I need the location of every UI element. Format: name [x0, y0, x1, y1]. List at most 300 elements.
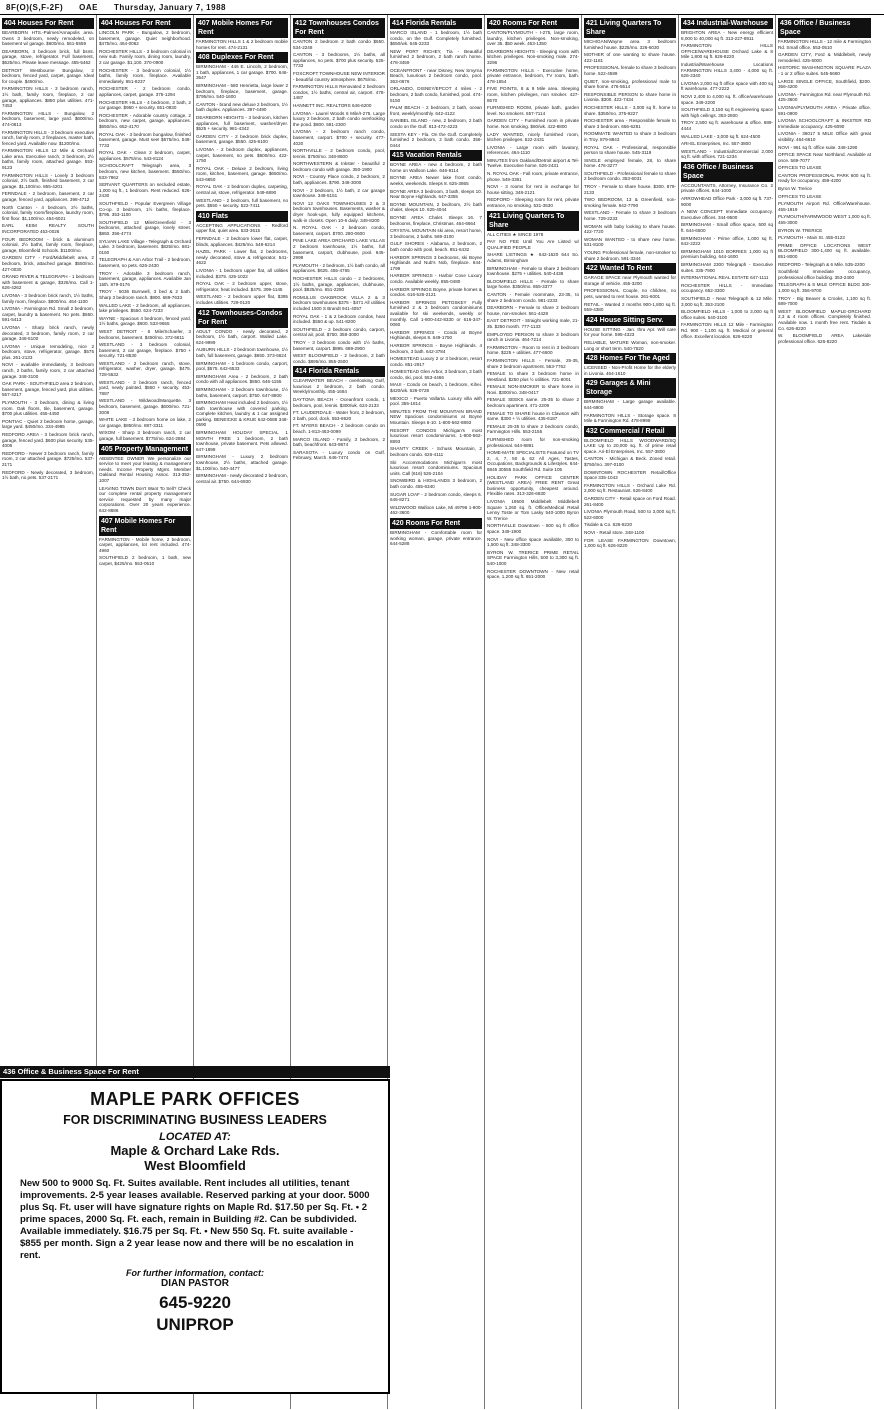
classified-ad: REDFORD AREA - 3 bedroom brick ranch, garage, fenced yard. $600 plus security. 535-4006	[2, 432, 94, 449]
classified-ad: SOUTHFIELD 2 bedroom, 1 bath, new carpet, $425/mo. 553-0510	[99, 555, 191, 566]
classified-ad: TROY 2,500 sq ft. warehouse & office. 689-4444	[681, 120, 773, 131]
classified-ad: BIRMINGHAM Heat included 2 bedroom, 1½ bath townhouse with covered parking. Complete kitchen, laundry & 1 car assigned parking. BENEICKE & KRUE 642-0688 348-0590	[196, 400, 288, 428]
classified-ad: SOUTHFIELD - 2 bedroom condo, carport, central air, pool. $750. 358-3000	[293, 326, 385, 338]
classified-ad: ROYAL OAK - Deluxe 2 bedroom, living room, kitchen, basement, garage. $650/mo. 543-6650	[196, 165, 288, 182]
classified-ad: HISTORIC WASHINGTON SQUARE PLAZA - 1 or 2 office suites. 545-5680	[778, 65, 871, 76]
classified-ad: BIRMINGHAM - 580 Henrietta, large lower 2 bedroom, fireplace, basement, garage. $795/mo. 540-1600	[196, 82, 288, 100]
classified-ad: LIVONIA SCHOOLCRAFT & INKSTER RD Immediate occupancy. 425-6090	[778, 118, 871, 129]
classified-ad: NOVI 2,400 to 4,000 sq. ft. office/warehouse space. 349-2200	[681, 93, 773, 105]
column-7	[582, 15, 679, 1409]
classified-ad: LIVONIA - 1 bedroom upper flat, all utilities included. $375. 425-1022	[196, 268, 288, 279]
classified-ad: TROY - 3 bedroom condo with 1½ baths, basement, carport. $895. 689-2900	[293, 339, 385, 351]
classified-ad: ROYAL OAK - 3 bedroom bungalow, finished basement, garage. Must see! $675/mo. 548-7733	[99, 131, 191, 148]
column-6	[485, 15, 582, 1409]
classified-ad: FURNISHED ROOM, private bath, garden level. No smokers. 557-7114	[487, 105, 579, 116]
classified-ad: NOVI - 961 sq ft. office suite. 348-1290	[778, 144, 858, 150]
classified-ad: BIRMINGHAM - newly decorated 2 bedroom, central air. $750. 644-6930	[196, 473, 288, 484]
classified-ad: WALLED LAKE - 2 bedroom, all appliances, lake privileges. $550. 624-7233	[99, 302, 191, 314]
classified-ad: MARCO ISLAND - 1 bedroom, 1½ bath condo, on the Gulf. Completely furnished. $650/wk. 645-2233	[390, 30, 482, 47]
classified-ad: ROCHESTER - 3 bedroom colonial, 1½ baths, family room, fireplace. Available immediately. 651-8237	[99, 67, 191, 84]
classified-ad: TROY - Female to share house. $300. 879-2133	[584, 184, 676, 195]
section-heading: 422 Wanted To Rent	[584, 263, 676, 274]
classified-ad: LIVONIA - Unique remodeling, nice 2 bedroom, stove, refrigerator, garage. $575 plus. 261-2133	[2, 343, 94, 360]
classified-ad: MINUTES from Oakland/Detroit airport & Tel-Twelve. Executive home. 626-2431	[487, 157, 579, 169]
classified-ad: DEARBORN, 3 bedroom brick, full bsmt. garage, stove, refrigerator. Full basement, $625/mo. Please leave message. 455-5462	[2, 48, 94, 65]
classified-ad: CLEARWATER BEACH - overlooking Gulf, luxurious 2 bedroom, 2 bath condo. Weekly/monthly. 455-1684	[293, 378, 385, 395]
classified-ad: ROMULUS OAKBROOK VILLA 2 & 3 bedroom townhouses $375 - $471 All utilities included 1500 S Brandt 941-4057	[293, 294, 385, 311]
classified-ad: N. ROYAL OAK - Fall room, private entrance, phone. 549-3361	[487, 171, 579, 182]
classified-ad: HOLIDAY PARK OFFICE CENTER (WESTLAND AREA) FREE RENT Great business opportunity, cheapest around. Flexible rates. 313-326-6830	[487, 474, 579, 497]
classified-ad: BIRMINGHAM - 2 bedroom townhouse, 1½ baths, basement, carport. $750. 647-8800	[196, 386, 288, 398]
classified-ad: DEARBORN - Female to share 2 bedroom house, non-smoker. 561-4428	[487, 305, 579, 316]
classified-ad: FEMALE NON-SMOKER to share home in Novi. $300/mo. 348-0417	[487, 384, 579, 395]
classified-ad: NOVI 12 OAKS TOWNHOUSES 2 & 3 bedroom townhouses. Basements, washer & dryer hook-ups, fully equipped kitchens, walk-in closets. Open 10-6 daily. 349-8200	[293, 200, 385, 223]
classified-ad: PLYMOUTH Airport Rd. Office/Warehouse. 455-1919	[778, 201, 871, 212]
classified-ad: ARROWHEAD Office Park - 3,000 sq ft. 737-9000	[681, 196, 773, 207]
classified-ad: HOUSE SITTING - Jan. thru Apr. Will care for your home. 595-4323	[584, 326, 676, 338]
classified-ad: CANTON/PLYMOUTH - I-275, large room, laundry, kitchen privileges. Non-smoking, over 35. $50 week. 453-1350	[487, 30, 579, 47]
classified-ad: RESORT CONDOS Michigan's most luxurious resort condominiums. 1-800-562-8893	[390, 427, 482, 444]
classified-ad: FERNDALE - 2 bedroom lower flat, carpet, blinds, appliances. $425/mo. 548-6214	[196, 236, 288, 247]
classified-ad: BLOOMFIELD HILLS WOODWARD/SQ LAKE Up to 20,000 sq. ft. of prime retail space. Ari-El Enterprises, Inc. 557-3800	[584, 437, 676, 454]
maple-subtitle: FOR DISCRIMINATING BUSINESS LEADERS	[63, 1113, 327, 1127]
classified-ad: BIRMINGHAM - Luxury 2 bedroom townhouse, 2½ baths, attached garage. $1,100/mo. 540-4477	[196, 454, 288, 471]
classified-ad: DAYTONA BEACH - Oceanfront condo, 1 bedroom, pool, tennis. $300/wk. 624-2133	[293, 397, 385, 408]
classified-ad: ROOMMATE WANTED to share 3 bedroom in Troy. 879-8843	[584, 131, 676, 142]
section-heading: 414 Florida Rentals	[293, 366, 385, 377]
classified-ad: TROY - Big Beaver & Crooks, 1,100 sq ft. 689-7000	[778, 295, 871, 307]
classified-ad: ROCHESTER HILLS - 3,000 sq ft. home to share. $350/mo. 375-9227	[584, 104, 676, 116]
classified-ad: WAYNE - Spacious 4 bedroom, fenced yard, 1½ baths, garage. $600. 533-9655	[99, 315, 191, 327]
section-heading: 412 Townhouses-Condos For Rent	[196, 308, 288, 328]
classified-ad: GARAGE SPACE near Plymouth wanted for storage of vehicle. 455-3200	[584, 275, 676, 286]
classified-ad: BRIGHTON AREA - New energy efficient 8,000 to 40,000 sq ft. 313-227-8911	[681, 30, 773, 41]
classified-ad: BIRMINGHAM Area - 2 bedroom, 2 bath condo with all appliances. $850. 646-1155	[196, 373, 288, 385]
classified-ad: FIVE POINTS, 8 & 9 Mile area. Sleeping room, kitchen privileges, non smoker. 427-8570	[487, 86, 579, 103]
classified-ad: WESTLAND - Industrial/Commercial 2,000 sq ft. with offices. 721-1234	[681, 148, 773, 160]
classified-ad: FURNISHED room for non-smoking professional. 644-8891	[487, 437, 579, 448]
classified-ad: LIVONIA - Sharp brick ranch, newly decorated, 3 bedroom, family room, 2 car garage. 348-5100	[2, 324, 94, 342]
classified-ad: LIVONIA - Laurel Woods 6 Mile/I-275. Large luxury 2 bedroom, 2 bath condo overlooking the pond. $800. 591-2300	[293, 110, 385, 127]
classified-ad: FARMINGTON HILLS 12 Mile & Orchard Lake area. Executive ranch, 3 bedroom, 2½ baths, family room, attached garage. 553-9123	[2, 148, 94, 171]
classified-ad: SNOWBIRD & HIGHLANDS 3 bedroom, 2 bath condo. 455-6340	[390, 478, 482, 489]
classified-ad: WESTLAND - Wildwood/Marquette. 3 bedroom, basement, garage. $600/mo. 721-3008	[99, 398, 191, 415]
classified-ad: A NEW CONCEPT Immediate occupancy. Executive offices. 344-9500	[681, 209, 773, 220]
section-heading: 404 Houses For Rent	[2, 18, 94, 29]
classified-ad: FARMINGTON HILLS - Lovely 3 bedroom colonial, 2½ bath, finished basement, 2 car garage. $1,100/mo. 855-4201	[2, 172, 94, 189]
classified-ad: LIVONIA - 2 bedroom ranch condo, basement, carport. $700 + security. 477-4020	[293, 129, 385, 146]
classified-ad: FOUR BEDROOM - brick & aluminum colonial, 2½ baths, family room, fireplace, garage, Bloomfield Schools. $1100/mo.	[2, 236, 94, 253]
classified-ad: CANTON - brand new deluxe 2 bedroom, 1½ bath duplex. Appliances. 397-4490	[196, 101, 288, 113]
classified-ad: DETROIT Westbourne Bungalow, 2 bedroom, fenced yard, carpet, garage. Ideal for couple. $450/mo.	[2, 67, 94, 84]
classified-ad: SYLVAN LAKE Village - Telegraph & Orchard Lake. 3 bedroom, basement. $825/mo. 681-0160	[99, 238, 191, 255]
folio-paper: OAE	[79, 2, 99, 12]
classified-ad: ROYAL OAK - Clean 2 bedroom, carpet, appliances. $575/mo. 543-8124	[99, 150, 191, 161]
classified-ad: DEARBORN HEIGHTS - Sleeping room with kitchen privileges. Non-smoking male. 274-3296	[487, 48, 579, 65]
classified-ad: TELEGRAPH & Ann Arbor Trail - 2 bedroom, basement, no pets. 626-2430	[99, 257, 191, 268]
classified-ad: SCHOOLCRAFT Telegraph area, 3 bedroom, new kitchen, basement. $550/mo. 533-7862	[99, 163, 191, 180]
classified-ad: CANTON PROFESSIONAL PARK 600 sq ft. ready for occupancy. 459-4200	[778, 172, 871, 184]
classified-ad: WHITE LAKE - 3 bedroom home on lake, 2 car garage, $850/mo. 887-3311	[99, 417, 191, 428]
classified-ad: FARMINGTON HILLS - Bungalow, 2 bedroom, basement, large yard. $600/mo. 474-0613	[2, 110, 94, 127]
section-heading: 428 Homes For The Aged	[584, 353, 676, 364]
classified-ad: TWO BEDROOM, 13 & Greenfield, non-smoking female. 642-7790	[584, 197, 676, 208]
classified-ad: BIRMINGHAM - Small office space, 500 sq ft. 644-6500	[681, 222, 773, 234]
classified-ad: WESTLAND - 2 bedroom upper flat, $395 includes utilities. 729-0120	[196, 294, 288, 305]
classified-ad: PAY NO FEE Until You Are Listed w/ QUALIFIED PEOPLE	[487, 239, 579, 250]
classified-ad: GARDEN CITY - Ford/Middlebelt area, 2 bedroom, brick, attached garage. $550/mo. 427-0030	[2, 255, 94, 272]
classified-ad: ROCHESTER area - Responsible female to share 3 bedroom. 656-6281	[584, 118, 676, 129]
classified-ad: GARDEN CITY - Furnished room in private home. Non smoking. $60/wk. 422-8800	[487, 118, 579, 129]
classified-ad: LADY WANTED, nicely furnished room, kitchen privileges. 522-2431	[487, 131, 579, 143]
classified-ad: PROFESSIONAL Couple, no children, no pets, wanted to rent house. 261-6001	[584, 288, 676, 299]
maple-title: MAPLE PARK OFFICES	[90, 1089, 300, 1109]
classified-ad: WILDWOOD Walloon Lake, Mi 49796 1-800-462-3600	[390, 504, 482, 516]
classified-ad: ABSENTEE OWNER We personalize our service to meet your leasing & management needs. Income Property Mgmt. Member Oakland Rental Housing Assoc. 313-352-1007	[99, 455, 191, 483]
classified-ad: EMPLOYED PERSON to share 3 bedroom ranch in Livonia. 464-7214	[487, 331, 579, 343]
classified-ad: MICHIGAN/Wayne area 3 bedroom furnished house. $225/mo. 326-6030	[584, 39, 676, 50]
classified-ad: NOVI - Country Place condo, 2 bedroom, 2 bath, appliances. $790. 348-3000	[293, 174, 385, 186]
classified-ad: NOVI - 2 bedroom, 1½ bath, 2 car garage townhouse. 348-5151	[293, 187, 385, 199]
classified-ad: W. BLOOMFIELD AREA Lakeside professional office. 626-8220	[778, 333, 871, 344]
classified-ad: FARMINGTON HILLS 1 & 2 bedroom mobile homes for rent. 474-2131	[196, 39, 288, 50]
maple-location-roads: Maple & Orchard Lake Rds.	[110, 1143, 280, 1158]
classified-ad: BIRMINGHAM - 1 bedroom condo, carport, pool, $575. 642-6533	[196, 360, 288, 372]
classified-ad: LIVONIA - Farmington Rd. near Plymouth Rd. 425-3600	[778, 91, 871, 103]
classified-ad: LIVONIA - 36017 5 MILE Office with great visibility. 464-6610	[778, 131, 871, 142]
classified-ad: FARMINGTON HILLS - Storage space. 8 Mile & Farmington Rd. 478-8998	[584, 412, 676, 424]
classified-ad: ROCHESTER HILLS condo - 2 bedrooms, 1½ baths, garage, appliances, clubhouse, pool. $825/mo. 651-2280	[293, 275, 385, 293]
classified-ad: LICENSED - Non-Profit Home for the elderly in Livonia. 464-1610	[584, 365, 676, 376]
classified-ad: WESTLAND - 2 bedroom ranch, stove, refrigerator, washer, dryer, garage. $475. 728-5532	[99, 360, 191, 378]
classified-ad: ORLANDO, DISNEY/EPCOT 4 miles - 2 bedroom, 2 bath condo, furnished, pool. 474-5150	[390, 86, 482, 103]
maple-located: LOCATED AT:	[159, 1131, 231, 1143]
classified-ad: GARDEN CITY - Retail space on Ford Road. 261-8400	[584, 496, 676, 507]
section-heading: 421 Living Quarters To Share	[487, 211, 579, 231]
classified-ad: LEAVING TOWN Don't Want To Sell? Check our complete rental property management service requested by many major corporations. Over 20 years experience. 642-8686	[99, 485, 191, 513]
classified-ad: ROCHESTER HILLS - Immediate occupancy. 652-3300	[681, 282, 773, 294]
classified-ad: RELIABLE, MATURE Woman, non-smoker. Long or short term. 540-7820	[584, 339, 676, 351]
classified-ad: SIESTA KEY - Fla. On the Gulf. Completely furnished 2 bedroom, 2 bath condo. 356-0444	[390, 131, 482, 148]
section-heading: 436 Office / Business Space	[681, 162, 773, 182]
classified-ad: SHANTY CREEK - Schuss Mountain, 2 bedroom condo. 626-4111	[390, 446, 482, 457]
classified-ad: North Canton - 4 bedroom, 2½ baths, colonial, family room/fireplace, laundry room, first floor. $1,100/mo. 454-6021	[2, 204, 94, 221]
classified-ad: BEARBORN HTS.-Palmer/Annapolis area. Owns 3 bedroom, newly remodeled, on basement w/ garage. $600/mo. 561-5559	[2, 30, 94, 47]
folio-date: Thursday, January 7, 1988	[114, 2, 226, 12]
classified-ad: SOUTHFIELD 3,150 sq ft engineering space with high ceilings. 353-2800	[681, 107, 773, 118]
classified-ad: FERNDALE - 2 bedroom, basement, 2 car garage, fenced yard, appliances. 398-4712	[2, 191, 94, 203]
classified-ad: LIVONIA Plymouth Road, 500 to 3,000 sq ft. 522-6000	[584, 509, 676, 520]
classified-ad: FARMINGTON HILLS - 12 mile & Farmington Rd. Small office. 553-0510	[778, 39, 871, 50]
classified-ad: FARMINGTON - Room to rent in 3 bedroom home. $225 + utilities. 477-6600	[487, 344, 579, 356]
classified-ad: SANIBEL ISLAND - new, 2 bedroom, 2 bath condo on the Gulf. 813-472-4223	[390, 118, 482, 129]
classified-ad: ROCHESTER - 2 bedroom condo, appliances, carpet, garage. 375-1294	[99, 86, 191, 97]
classified-ad: WESTLAND - 3 bedroom ranch, fenced yard, newly painted. $550 + security. 453-7887	[99, 379, 191, 396]
classified-ad: EARL KEIM REALTY SOUTH INCORPORATED 453-0026	[2, 223, 94, 234]
classified-ad: BOYNE AREA Newer lake front condo, weeks, weekends. Sleeps 8. 625-3865	[390, 175, 482, 187]
classified-ad: ROYAL OAK - 2 bedroom duplex, carpeting, central air, stove, refrigerator. 549-6890	[196, 184, 288, 196]
classified-ad: SOUTHFIELD - Near Telegraph & 12 Mile. 3,000 sq ft. 353-2100	[681, 295, 773, 307]
classified-ad: SUGAR LOAF - 2 bedroom condo, sleeps 6. 646-8271	[390, 491, 482, 503]
maple-further-info: For further information, contact:	[126, 1268, 264, 1278]
classified-ad: PLYMOUTH - Main St. 455-0123	[778, 235, 845, 241]
classified-ad: QUIET, non-smoking, professional male to share home. 476-5514	[584, 78, 676, 90]
classified-ad: RESPONSIBLE PERSON to share home in Livonia. $300. 422-7434	[584, 91, 676, 103]
maple-park-offices-ad	[0, 1079, 390, 1394]
classified-ad: TELEGRAPH & 8 MILE OFFICE BLDG 300-1,000 sq ft. 356-9700	[778, 282, 871, 293]
classified-ad: PONTIAC - Quiet 2 bedroom home, garage, large yard. $450/mo. 334-4985	[2, 418, 94, 430]
classified-ad: FARMINGTON HILLS - 3 bedroom ranch, 1½ bath, family room, fireplace, 2 car garage, appliances. $850 plus utilities. 471-7453	[2, 86, 94, 109]
classified-ad: MOTHER of one wanting to share house. 422-1181	[584, 52, 676, 63]
section-heading: 408 Duplexes For Rent	[196, 52, 288, 63]
section-heading: 424 House Sitting Serv.	[584, 315, 676, 326]
classified-ad: SARASOTA - Luxury condo on Gulf. February, March. 646-7474	[293, 449, 385, 461]
classified-ad: FOXCROFT TOWNHOUSE NEW INTERIOR - beautiful country atmosphere. $675/mo.	[293, 70, 385, 82]
classified-ad: LIVONIA - 3 bedroom brick ranch, 1½ baths, family room, fireplace. $800/mo. 464-1100	[2, 292, 94, 304]
classified-ad: WOMAN WANTED - to share new home. 531-8100	[584, 236, 676, 248]
classified-ad: MEXICO - Puerto Vallarta. Luxury villa with pool. 355-1814	[390, 395, 482, 407]
section-heading: 432 Commercial / Retail	[584, 426, 676, 437]
classified-ad: FARMINGTON HILLS - Female, 25-35, share 2 bedroom apartment. 553-7762	[487, 357, 579, 369]
classified-ad: OFFICES TO LEASE	[778, 165, 822, 171]
column-5	[388, 15, 485, 1409]
classified-ad: HARBOR SPRINGS - Boyne Highlands. 4 bedroom, 3 bath. 642-3784	[390, 342, 482, 354]
classified-ad: AUBURN HILLS - 2 bedroom townhouse, 1½ bath, full basement, garage. $650. 373-6624	[196, 347, 288, 358]
section-heading: 429 Garages & Mini Storage	[584, 378, 676, 398]
classified-ad: WOMAN with baby looking to share house. 422-7720	[584, 223, 676, 235]
classified-ad: BIRMINGHAM - 446 E. Lincoln, 2 bedroom, 1 bath, appliances, 1 car garage. $700. 646-3547	[196, 64, 288, 81]
classified-ad: CANTON - 3 bedrooms, 1½ baths, all appliances, no pets. $700 plus security. 525-7733	[293, 52, 385, 69]
classified-ad: NORTHVILLE Downtown - 500 sq ft office space. 349-1900	[487, 523, 579, 534]
column-8	[679, 15, 776, 1409]
classified-ad: FEMALE 25-35 to share 2 bedroom condo, Farmington Hills. 553-2155	[487, 423, 579, 435]
classified-ad: NORTHWESTERN & Inkster - beautiful 2 bedroom condo with garage. 350-1900	[293, 161, 385, 172]
classified-ad: CRYSTAL MOUNTAIN ski area, resort home, 3 bedrooms, 2 baths. 569-3100	[390, 228, 482, 239]
classified-ad: DEARBORN HEIGHTS - 3 bedroom, kitchen appliances, full basement, washer/dryer. $525 + security. 981-4342	[196, 114, 288, 132]
classified-ad: MAUI - Condo on beach, 1 bedroom, Kihei. $420/wk. 626-0728	[390, 382, 482, 394]
classified-ad: WALLED LAKE - 3,000 sq ft. 624-4500	[681, 133, 761, 139]
classified-ad: Southfield Immediate occupancy, professional office building. 353-2400	[778, 269, 871, 280]
classified-ad: OCEANFRONT - near Disney, New Smyrna Beach, luxurious 2 bedroom condo, pool. 363-0676	[390, 67, 482, 84]
classified-ad: CANTON - Female roommate, 23-35, to share 2 bedroom condo. 981-2233	[487, 291, 579, 303]
classified-ad: NORTHVILLE - 2 bedroom condo, pool, tennis. $750/mo. 348-8600	[293, 148, 385, 159]
classified-ad: SINGLE employed female, 28, to share home. 476-3277	[584, 157, 676, 169]
classified-ad: REDFORD - Newly decorated, 3 bedroom, 1½ bath, no pets. 537-2171	[2, 469, 94, 481]
classified-ad: BOYNE AREA - new 4 bedroom, 2 bath home on Walloon Lake. 646-9114	[390, 162, 482, 173]
classified-ad: PLYMOUTH - 2 bedroom, 1½ bath condo, all appliances. $625. 455-4765	[293, 262, 385, 274]
classified-ad: HANNETT INC. REALTORS 646-6200	[293, 102, 372, 108]
section-heading: 404 Houses For Rent	[99, 18, 191, 29]
classified-ad: FARMINGTON HILLS Renovated 2 bedroom condos, 1½ baths, central air, carport. 478-1487	[293, 84, 385, 101]
classified-ad: RETAIL - Wanted 2 months 900-1,800 sq ft. 559-4380	[584, 301, 676, 313]
classified-ad: FEMALE TO SHARE house in Clawson with same. $300 + ½ utilities. 435-6187	[487, 410, 579, 422]
classified-ad: WESTLAND - 2 bedroom, full basement, no pets. $550 + security. 522-7411	[196, 197, 288, 209]
classified-ad: LIVONIA - Farmington Rd. Small 2 bedroom, carpet, laundry & basement. No pets. $560. 591-5413	[2, 306, 94, 323]
classified-ad: ALL CITIES ★ SINCE 1978	[487, 231, 544, 237]
classified-ad: WEST BLOOMFIELD - 2 bedroom, 2 bath condo. $895/mo. 855-2500	[293, 353, 385, 364]
classified-ad: FARMINGTON HILLS - 3 bedroom executive ranch, family room, 2 fireplaces, master bath, fenced yard. Available now. $1200/mo.	[2, 129, 94, 146]
classified-ad: INTERNATIONAL REAL ESTATE 647-1111	[681, 275, 769, 281]
classified-ad: LIVONIA - Large room with lavatory, references. 464-1110	[487, 144, 579, 156]
classified-ad: ROCHESTER HILLS - 4 bedroom, 2 bath, 2 car garage. $950 + security. 651-0930	[99, 99, 191, 111]
classified-ad: OFFICES TO LEASE	[778, 193, 822, 199]
classified-ad: PRIME OFFICE LOCATIONS WEST BLOOMFIELD 300-1,400 sq ft. available. 851-8000	[778, 242, 871, 259]
folio-code: 8F(O)(S,F-2F)	[6, 2, 64, 12]
classified-ad: WESTLAND - 3 bedroom colonial, basement, 2 car garage, fireplace. $750 + security. 721-8530	[99, 342, 191, 359]
classified-ad: ROYAL OAK - Professional, responsible person to share house. 545-3119	[584, 144, 676, 156]
classified-ad: BOYNE AREA Chalet. Sleeps 16. 7 bedrooms, fireplace, Christmas. 464-6664	[390, 215, 482, 226]
classified-ad: WEST BLOOMFIELD MAPLE-ORCHARD 2,3 & 4 room offices. Completely finished. Available now. 1 month free rent. Tisdale & Co. 626-8220	[778, 308, 871, 331]
classified-ad: SOUTHFIELD - Professional female to share 2 bedroom condo. 353-6031	[584, 170, 676, 182]
classified-ad: BYRON W. TRERICE	[778, 227, 823, 233]
classified-ad: HARBOR SPRINGS PETOSKEY Fully furnished 2 & 3 bedroom condominiums available for ski weekends, weekly or monthly. Call 1-800-442-8330 or 616-347-0060	[390, 299, 482, 328]
section-heading: 410 Flats	[196, 211, 288, 222]
section-heading: 420 Rooms For Rent	[487, 18, 579, 29]
classified-ad: ROCHESTER HILLS - 3 bedroom colonial in new sub. Family room, dining room, laundry, 2 car garage. $1,100. 370-0900	[99, 48, 191, 65]
classified-ad: CANTON 2 bedroom 2 bath condo $650. 534-2248	[293, 39, 385, 50]
classified-ad: N. ROYAL OAK - 2 bedroom condo, basement, carport. $700. 280-0600	[293, 225, 385, 236]
classified-ad: ROCHESTER DOWNTOWN - New retail space, 1,200 sq ft. 651-2000	[487, 568, 579, 580]
classified-ad: LIVONIA - 2 bedroom duplex, appliances, carpet, basement, no pets. $600/mo. 422-1750	[196, 146, 288, 164]
classified-ad: MARCO ISLAND - Family, 3 bedroom, 2 bath, beachfront. 643-9874	[293, 436, 385, 448]
maple-contact: DIAN PASTOR	[161, 1278, 229, 1289]
classified-ad: BIRMINGHAM - Large garage available. 644-6900	[584, 399, 676, 410]
classified-ad: NOVI - available immediately, 3 bedroom ranch, 2 baths, family room, 2 car attached garage. 348-3100	[2, 362, 94, 379]
classified-ad: GRAND RIVER & TELEGRAPH - 1 bedroom with basement & garage, $325/mo. Call 1-626-4262	[2, 274, 94, 291]
classified-ad: HOMESTEAD Glen Arbor, 3 bedroom, 2 bath condo, ski, pool. 553-4466	[390, 369, 482, 380]
classified-ad: NOVI - New office space available, 300 to 1,500 sq ft. 348-3300	[487, 536, 579, 548]
classified-ad: NOVI - 3 rooms for rent in exchange for house sitting. 348-2121	[487, 184, 579, 195]
classified-ad: FARMINGTON HILLS OFFICE/WAREHOUSE Orchard Lake & 8 Mile 1,800 sq ft. 626-8220	[681, 43, 773, 60]
classified-ad: ROCHESTER - Adorable country cottage, 2 bedroom, new carpet, garage, appliances. $650/mo. 652-4170	[99, 112, 191, 129]
classified-ad: TROY - Adorable 3 bedroom ranch, basement, garage, appliances. Available Jan 15th. 879-0176	[99, 270, 191, 287]
classified-ad: WESTLAND - Female to share 3 bedroom home. 729-2233	[584, 210, 676, 222]
maple-body: New 500 to 9000 Sq. Ft. Suites available. Rent includes all utilities, tenant improvements. 2-5 year leases available. Reserved parking at your door. 5000 plus Sq. Ft. user will have signature rights on Maple Rd. $17.50 per Sq. Ft. • 2 prime spaces, 2000 Sq. Ft. each, remain in Building #2. Can be subdivided. Available immediately. $16.75 per Sq. Ft. • New 550 Sq. Ft. suite available - $855 per month. Sign a 2 year lease now and there will be no escalation in rent.	[20, 1178, 370, 1261]
classified-ad: GULF SHORES - Alabama, 2 bedroom, 2 bath condo with pool, beach. 851-6432	[390, 241, 482, 252]
classified-ad: BOYNE MOUNTAIN, 2 bedroom, 2½ bath chalet, sleeps 10. 625-4044	[390, 201, 482, 213]
classified-ad: PALM BEACH - 2 bedroom, 2 bath, ocean front, weekly/monthly. 642-4122	[390, 105, 482, 116]
classified-ad: WEST DETROIT - 6 Mile/Schaefer, 3 bedrooms, basement. $450/mo. 372-5811	[99, 328, 191, 340]
classified-ad: HOMESTEAD Luxury 2 or 3 bedroom, resort condo. 851-2917	[390, 356, 482, 367]
classified-ad: LINCOLN PARK - Bungalow, 2 bedroom, basement, garage. Quiet neighborhood. $475/mo. 464-0062	[99, 30, 191, 47]
classified-ad: OFFICE SPACE Near Northland. Available at once. 569-7077	[778, 152, 871, 163]
classified-ad: REDFORD - Sleeping room for rent, private entrance, no smoking. 531-3530	[487, 197, 579, 209]
section-heading: 414 Florida Rentals	[390, 18, 482, 29]
classified-ad: ROYAL OAK - 2 bedroom upper, stove, refrigerator, heat included. $475. 399-1145	[196, 281, 288, 292]
column-9	[776, 15, 873, 1409]
classified-ad: FT. LAUDERDALE - Water front, 2 bedroom, 2 bath, pool, dock. 553-8620	[293, 410, 385, 421]
classified-ad: LARGE SINGLE OFFICE, Southfield, $200. 356-4200	[778, 78, 871, 90]
classified-ad: PLYMOUTH - 3 bedroom, dining & living room. Oak floors, tile, basement, garage. $700 plus utilities. 455-4450	[2, 400, 94, 417]
classified-ad: PLYMOUTH/FARMWOOD WEST 1,000 sq ft. 455-3000	[778, 214, 871, 226]
classified-ad: BLOOMFIELD HILLS - 1,000 to 3,000 sq ft office suites. 540-3100	[681, 309, 773, 320]
classified-ad: SERVANT QUARTERS on secluded estate, 1,000 sq ft., 1 bedroom. Rent reduced. 626-2430	[99, 182, 191, 199]
maple-location-city: West Bloomfield	[144, 1158, 246, 1173]
classified-ad: Industrial/Warehouse Locations FARMINGTON HILLS 3,400 - 4,000 sq ft. 626-2340	[681, 61, 773, 79]
classified-ad: BIRMINGHAM - Female to share 2 bedroom townhouse. $275 + utilities. 540-4438	[487, 265, 579, 277]
classified-ad: FT. MYERS BEACH - 2 bedroom condo on beach. 1-813-463-0099	[293, 423, 385, 435]
section-heading: 436 Office / Business Space	[778, 18, 871, 38]
classified-ad: BOYNE AREA 3 bedroom, 3 bath, sleeps 10. Near Boyne Highlands. 647-3355	[390, 188, 482, 200]
classified-ad: FARMINGTON HILLS 12 Mile - Farmington Rd. 900 - 1,100 sq. ft. Medical or general office. Excellent location. 626-8220	[681, 322, 773, 339]
classified-ad: HARBOR SPRINGS - Condo at Boyne Highlands, sleeps 8. 649-1750	[390, 329, 482, 341]
classified-ad: MINUTES FROM THE MOUNTAIN BRAND NEW Spacious condominiums at Boyne Mountain. Sleeps 6-10. 1-800-562-8893	[390, 408, 482, 426]
classified-ad: HARBOR SPRINGS - Harbor Cove Luxury condo. Available weekly. 855-0480	[390, 273, 482, 284]
classified-ad: Byron W. Trerice	[778, 186, 812, 192]
classified-ad: LIVONIA 2,000 sq ft office space with 400 sq ft warehouse. 477-2222	[681, 80, 773, 92]
classified-ad: SOUTHFIELD - Popular Evergreen Village Co-op. 3 bedroom, 1½ baths, fireplace. $795. 353-1100	[99, 201, 191, 218]
classified-ad: HOME-MATE SPECIALISTS Featured on TV 2, 4, 7, 50 & 62 All Ages, Tastes, Occupations, Backgrounds & Lifestyles. 644-6845 30555 Southfield Rd. Suite 105	[487, 450, 579, 472]
classified-ad: BYRON W. TRERICE PRIME RETAIL SPACE Farmington Hills, 500 to 3,300 sq ft. 540-1000	[487, 549, 579, 566]
classified-ad: FOR LEASE FARMINGTON Downtown, 1,000 sq ft. 626-8220	[584, 537, 676, 549]
classified-ad: PROFESSIONAL female to share 3 bedroom home. 522-4589	[584, 65, 676, 76]
classified-ad: GARDEN CITY - 2 bedroom brick duplex, basement, garage. $550. 425-8100	[196, 133, 288, 145]
classified-ad: LIVONIA 19500 Middlebelt Middlebelt Square 1,260 sq. ft. Office/Medical Retail Lenny Toste or Tom Lasky 540-1000 Byron W. Trerice	[487, 498, 579, 521]
classified-ad: NEW PORT RICHEY, Tia - Beautiful furnished 2 bedroom, 2 bath ranch home. 478-3459	[390, 48, 482, 65]
classified-ad: FARMINGTON - Mobile home, 2 bedroom, carpet, appliances, lot rent included. 474-4960	[99, 536, 191, 553]
classified-ad: ACCOUNTANTS, Attorney, Insurance Co. 2 private offices. 644-1000	[681, 182, 773, 194]
classified-ad: REDFORD - Newer 3 bedroom ranch, family room, 2 car attached garage. $725/mo. 537-2171	[2, 450, 94, 467]
classified-ad: Tisdale & Co. 626-8220	[584, 522, 633, 528]
classified-ad: Ski Accommodations Michigan's most luxurious resort condominiums. Spacious units. Call (616) 526-2104	[390, 459, 482, 476]
classified-ad: BLOOMFIELD HILLS - Female to share large home. $350/mo. 855-3377	[487, 278, 579, 290]
section-heading: 421 Living Quarters To Share	[584, 18, 676, 38]
classified-ad: WIXOM - Sharp 3 bedroom ranch, 2 car garage, full basement. $775/mo. 624-2884	[99, 430, 191, 441]
classified-ad: YOUNG Professional female, non-smoker to share 2 bedroom. 591-3344	[584, 250, 676, 261]
classified-ad: FEMALE SEEKS same. 25-35 to share 2 bedroom apartment. 471-2209	[487, 397, 579, 409]
classified-ad: HARBOR SPRINGS 3 bedrooms, ski Boyne Highlands and Nub's Nob, fireplace. 644-1799	[390, 254, 482, 271]
classified-ad: SHARE LISTINGS ★ 642-1620 644 So. Adams, Birmingham	[487, 252, 579, 263]
classified-ad: NOVI - Retail store. 348-1100	[584, 530, 645, 535]
classified-ad: FARMINGTON HILLS - Orchard Lake Rd. 2,000 sq ft. Restaurant. 626-8400	[584, 482, 676, 494]
classified-ad: OAK PARK - SOUTHFIELD area 2 bedroom, basement, garage, fenced yard, plus utilities. 557-4217	[2, 381, 94, 398]
classified-ad: BIRMINGHAM 2300 Telegraph - Executive suites. 335-7900	[681, 262, 773, 273]
classified-ad: BIRMINGHAM - Prime office, 1,000 sq ft. 642-2222	[681, 235, 773, 247]
section-heading: 420 Rooms For Rent	[390, 518, 482, 529]
classified-ad: REDFORD - Telegraph & 6 Mile. 535-2200	[778, 261, 865, 267]
classified-ad: HAZEL PARK - Lower flat, 2 bedrooms, newly decorated, stove & refrigerator. 541-4622	[196, 249, 288, 266]
page-folio	[0, 0, 884, 15]
classified-ad: CANTON - Michigan & Beck. Zoned retail. $750/mo. 397-0100	[584, 456, 676, 468]
classified-ad: DOWNTOWN ROCHESTER Retail/Office Space 335-1043	[584, 469, 676, 481]
classified-ad: ROYAL OAK - 1 & 2 bedroom condos, heat included. $550 & up. 541-8200	[293, 313, 385, 325]
classified-ad: GARDEN CITY, Ford & Middlebelt, newly remodeled. 425-5000	[778, 52, 871, 63]
maple-section-heading: 436 Office & Business Space For Rent	[0, 1066, 390, 1078]
maple-phone: 645-9220	[159, 1293, 231, 1312]
classified-ad: SOUTHFIELD 12 Mile/Greenfield - 3 bedrooms, attached garage, lovely street. $850. 356-4774	[99, 219, 191, 236]
classified-ad: LIVONIA/PLYMOUTH AREA - Private office. 591-0900	[778, 104, 871, 116]
classified-ad: PINE LAKE AREA ORCHARD LAKE VILLAS 2 bedroom townhouse, 1½ baths, full basement, carport, clubhouse, pool. 645-2999	[293, 238, 385, 261]
classified-ad: HARBOR SPRINGS Boyne, private homes & condos. 616-526-2121	[390, 286, 482, 298]
classified-ad: BIRMINGHAM - Comfortable room for working woman, garage, private entrance. 644-5288	[390, 529, 482, 547]
classified-ad: BIRMINGHAM HOLIDAY SPECIAL 1 MONTH FREE 1 bedroom, 2 bath townhouse, private basement. Pets allowed. 647-1898	[196, 430, 288, 452]
maple-company: UNIPROP	[156, 1315, 234, 1334]
classified-ad: FARMINGTON HILLS - Executive home, private entrance, bedroom, TV room, bath. 478-1654	[487, 67, 579, 84]
classified-ad: EAST DETROIT - Straight working male, 21-35. $250 month. 777-1133	[487, 318, 579, 329]
classified-ad: FEMALE to share 3 bedroom home in Westland. $250 plus ½ utilities. 721-8001	[487, 371, 579, 382]
section-heading: 412 Townhouses Condos For Rent	[293, 18, 385, 38]
classified-ad: ACCEPTING APPLICATIONS - Redford upper flat, quiet area. 533-3615	[196, 222, 288, 234]
section-heading: 407 Mobile Homes For Rent	[99, 516, 191, 536]
classified-ad: ADULT CONDO - newly decorated, 2 bedroom, 1½ bath, carport. Walled Lake. 624-9999	[196, 328, 288, 345]
section-heading: 405 Property Management	[99, 444, 191, 455]
classified-ad: ARI-EL Enterprises, Inc. 557-3800	[681, 141, 751, 147]
section-heading: 407 Mobile Homes For Rent	[196, 18, 288, 38]
section-heading: 415 Vacation Rentals	[390, 150, 482, 161]
section-heading: 434 Industrial-Warehouse	[681, 18, 773, 29]
classified-ad: BIRMINGHAM 1010 BORRIES 1,000 sq ft premium building. 644-1600	[681, 248, 773, 260]
classified-ad: TROY - 5036 Burnwell, 3 bed & 2 bath. Sharp 3 bedroom ranch. $900. 689-7633	[99, 289, 191, 300]
